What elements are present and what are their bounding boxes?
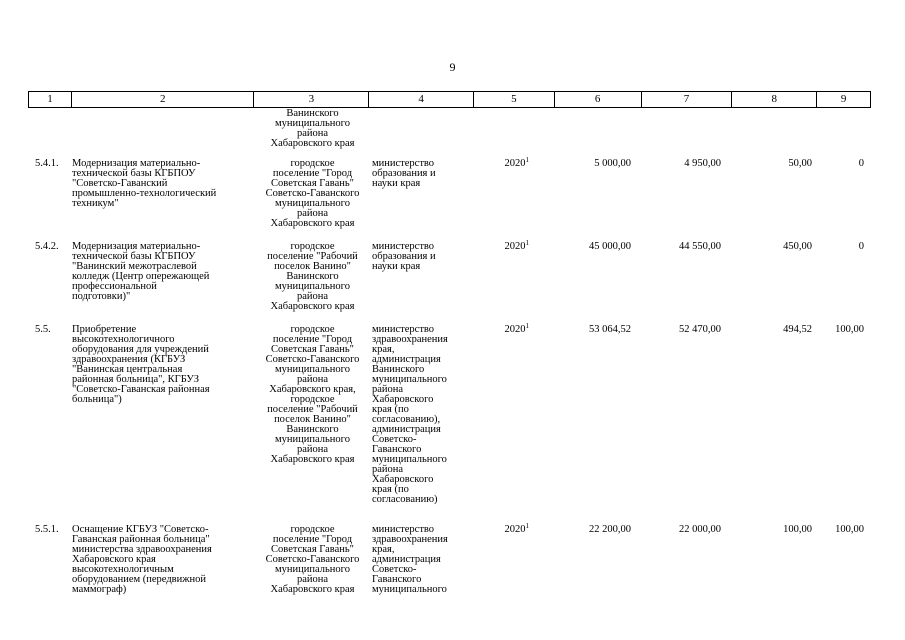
row-federal: 4 950,00 [684,158,721,169]
header-col-8: 8 [732,92,817,107]
row-name: Модернизация материально- технической базы КГБПОУ "Ванинский межотраслевой колледж (Центр опережающей профессиональной подготовки)" [72,241,210,302]
header-col-1: 1 [29,92,72,107]
row-total: 53 064,52 [589,324,631,335]
row-year-footnote: 1 [525,156,529,164]
row-name: Модернизация материально- технической базы КГБПОУ "Советско-Гаванский промышленно-технологический техникум" [72,158,217,209]
row-year-value: 2020 [504,524,526,535]
row-federal: 52 470,00 [679,324,721,335]
row-territory: городское поселение "Город Советская Гавань" Советско-Гаванского муниципального района Хабаровского края, городское поселение "Рабочий поселок Ванино" Ванинского муниципального района Хабаровского края [265,324,360,465]
row-other: 0 [858,241,864,252]
row-number: 5.4.2. [35,241,59,252]
row-year-footnote: 1 [525,522,529,530]
row-other: 0 [858,158,864,169]
row-executor: министерство образования и науки края [372,241,436,272]
row-territory: городское поселение "Город Советская Гавань" Советско-Гаванского муниципального района Хабаровского края [265,524,360,595]
row-regional: 450,00 [783,241,812,252]
row-federal: 22 000,00 [679,524,721,535]
row-territory: городское поселение "Город Советская Гавань" Советско-Гаванского муниципального района Хабаровского края [265,158,360,229]
row-number: 5.4.1. [35,158,59,169]
row-year [475,239,529,252]
header-col-3: 3 [254,92,369,107]
row-executor: министерство здравоохранения края, администрация Советско- Гаванского муниципального [372,524,448,595]
page-number: 9 [449,60,456,74]
table-header [28,91,871,108]
row-federal: 44 550,00 [679,241,721,252]
row-number: 5.5. [35,324,51,335]
row-regional: 50,00 [788,158,812,169]
row-year-footnote: 1 [525,239,529,247]
row-number: 5.5.1. [35,524,59,535]
row-executor: министерство образования и науки края [372,158,436,189]
header-col-4: 4 [369,92,474,107]
row-year [475,522,529,535]
header-col-5: 5 [474,92,555,107]
row-territory: городское поселение "Рабочий поселок Ванино" Ванинского муниципального района Хабаровского края [267,241,358,312]
row-year-value: 2020 [504,324,526,335]
header-col-7: 7 [642,92,733,107]
header-col-2: 2 [72,92,255,107]
row-other: 100,00 [835,524,864,535]
row-total: 5 000,00 [594,158,631,169]
row-year-footnote: 1 [525,322,529,330]
header-col-9: 9 [840,93,847,105]
row-executor: министерство здравоохранения края, администрация Ванинского муниципального района Хабаровского края (по согласованию), администрация Советско- Гаванского муниципального района Хабаровского края (по согласованию) [372,324,448,505]
header-col-6: 6 [555,92,642,107]
row-year-value: 2020 [504,241,526,252]
row-year [475,322,529,335]
row-regional: 100,00 [783,524,812,535]
row-total: 22 200,00 [589,524,631,535]
row-year-value: 2020 [504,158,526,169]
row-regional: 494,52 [783,324,812,335]
row-year [475,156,529,169]
row-name: Оснащение КГБУЗ "Советско- Гаванская районная больница" министерства здравоохранения Хабаровского края высокотехнологичным оборудованием (передвижной маммограф) [72,524,212,595]
row-other: 100,00 [835,324,864,335]
row-name: Приобретение высокотехнологичного оборудования для учреждений здравоохранения (КГБУЗ "Ванинская центральная районная больница", КГБУЗ "Советско-Гаванская районная больница") [72,324,210,405]
continuation-territory: Ванинского муниципального района Хабаровского края [270,108,355,149]
row-total: 45 000,00 [589,241,631,252]
